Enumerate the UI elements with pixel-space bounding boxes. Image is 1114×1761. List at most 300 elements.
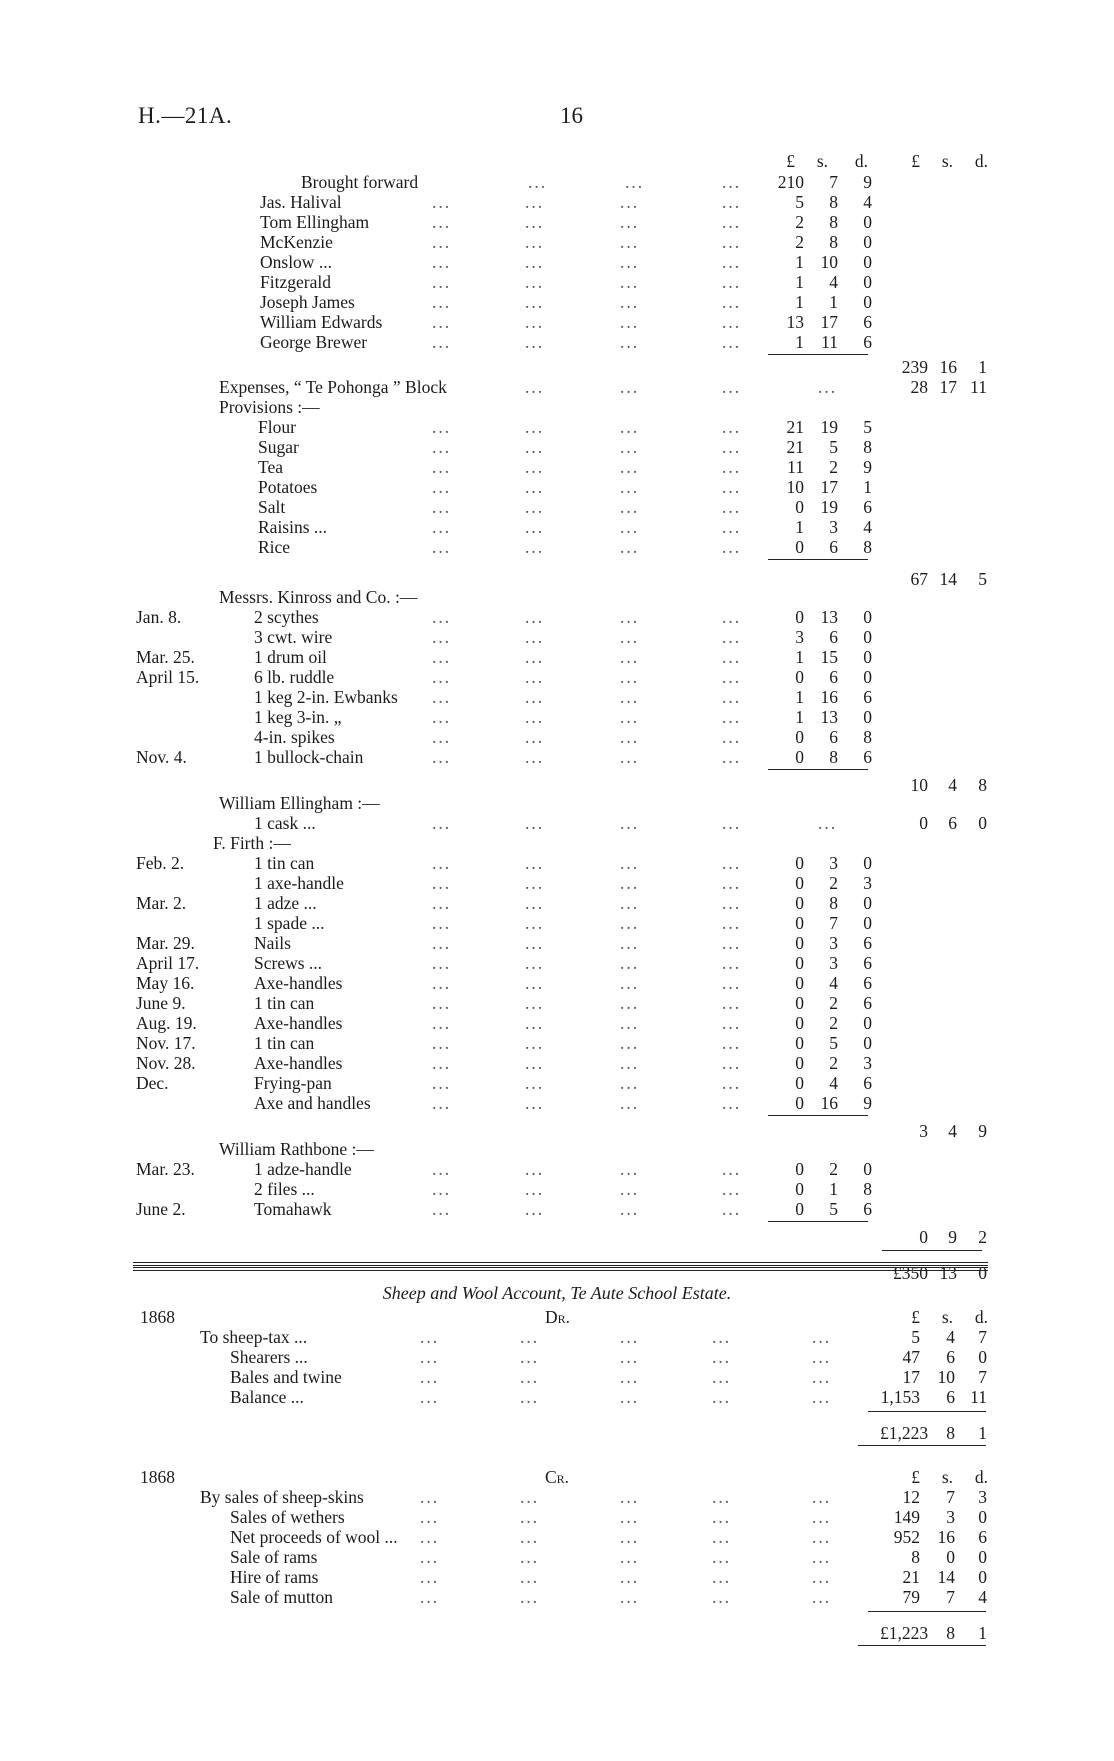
amount-shillings: 6	[829, 667, 838, 687]
section-heading-label: William Ellingham :—	[219, 793, 380, 813]
leader-dots: ...	[620, 647, 640, 667]
section-heading	[0, 587, 1114, 607]
ledger-row	[0, 1013, 1114, 1033]
leader-dots: ...	[528, 172, 548, 192]
ledger-row	[0, 1367, 1114, 1387]
entry-date: Mar. 25.	[136, 647, 195, 667]
leader-dots: ...	[722, 1033, 742, 1053]
amount-pounds: 0	[795, 873, 804, 893]
amount-pounds: 0	[795, 853, 804, 873]
leader-dots: ...	[620, 477, 640, 497]
leader-dots: ...	[432, 873, 452, 893]
ledger-row	[0, 993, 1114, 1013]
leader-dots: ...	[525, 437, 545, 457]
amount-shillings: 16	[939, 357, 957, 377]
amount-pounds: 13	[786, 312, 804, 332]
leader-dots: ...	[722, 232, 742, 252]
entry-date: June 2.	[136, 1199, 186, 1219]
amount-pounds: 0	[919, 813, 928, 833]
amount-pounds: 47	[902, 1347, 920, 1367]
entry-date: June 9.	[136, 993, 186, 1013]
leader-dots: ...	[432, 953, 452, 973]
amount-shillings: 17	[939, 377, 957, 397]
column-headings	[0, 151, 1114, 171]
amount-pounds: 2	[795, 232, 804, 252]
leader-dots: ...	[525, 537, 545, 557]
leader-dots: ...	[722, 192, 742, 212]
amount-pounds: 1	[795, 687, 804, 707]
amount-shillings: 7	[946, 1487, 955, 1507]
amount-shillings: 13	[939, 1263, 957, 1283]
leader-dots: ...	[525, 1013, 545, 1033]
leader-dots: ...	[420, 1567, 440, 1587]
amount-shillings: 3	[829, 517, 838, 537]
entry-date: Mar. 23.	[136, 1159, 195, 1179]
grand-total-row	[0, 1263, 1114, 1283]
leader-dots: ...	[620, 1347, 640, 1367]
leader-dots: ...	[520, 1487, 540, 1507]
entry-date: April 17.	[136, 953, 200, 973]
leader-dots: ...	[620, 377, 640, 397]
account-total-row	[0, 1423, 1114, 1443]
leader-dots: ...	[722, 933, 742, 953]
amount-pounds: 0	[795, 993, 804, 1013]
leader-dots: ...	[620, 727, 640, 747]
ruled-line	[768, 1221, 868, 1222]
leader-dots: ...	[712, 1587, 732, 1607]
leader-dots: ...	[525, 687, 545, 707]
leader-dots: ...	[722, 1093, 742, 1113]
amount-pence: 0	[863, 853, 872, 873]
ledger-row	[0, 517, 1114, 537]
leader-dots: ...	[722, 1199, 742, 1219]
line-label: Sales of wethers	[230, 1507, 345, 1527]
ledger-row	[0, 417, 1114, 437]
line-label: 1 bullock-chain	[254, 747, 364, 767]
leader-dots: ...	[722, 607, 742, 627]
amount-shillings: 4	[946, 1327, 955, 1347]
amount-pounds: 8	[911, 1547, 920, 1567]
line-label: 1 adze-handle	[254, 1159, 352, 1179]
entry-date: Feb. 2.	[136, 853, 185, 873]
subtotal-row	[0, 1227, 1114, 1247]
amount-pence: 6	[863, 312, 872, 332]
ledger-row	[0, 1587, 1114, 1607]
line-label: 1 axe-handle	[254, 873, 344, 893]
section-heading	[0, 1139, 1114, 1159]
leader-dots: ...	[620, 1199, 640, 1219]
leader-dots: ...	[432, 212, 452, 232]
leader-dots: ...	[620, 517, 640, 537]
leader-dots: ...	[620, 192, 640, 212]
leader-dots: ...	[432, 893, 452, 913]
amount-pounds: 210	[777, 172, 804, 192]
leader-dots: ...	[525, 893, 545, 913]
leader-dots: ...	[818, 813, 838, 833]
subtotal-row	[0, 1121, 1114, 1141]
amount-pence: 0	[863, 647, 872, 667]
amount-pence: 3	[978, 1487, 987, 1507]
amount-pounds: 0	[795, 1199, 804, 1219]
leader-dots: ...	[712, 1527, 732, 1547]
line-label: Frying-pan	[254, 1073, 332, 1093]
amount-pounds: 1,153	[880, 1387, 920, 1407]
leader-dots: ...	[525, 1093, 545, 1113]
leader-dots: ...	[432, 517, 452, 537]
amount-shillings: 8	[829, 232, 838, 252]
leader-dots: ...	[722, 667, 742, 687]
leader-dots: ...	[722, 437, 742, 457]
amount-pence: 11	[970, 377, 987, 397]
amount-pence: 4	[863, 517, 872, 537]
amount-pence: 6	[863, 993, 872, 1013]
ledger-row	[0, 853, 1114, 873]
amount-shillings: 11	[821, 332, 838, 352]
section-heading	[0, 793, 1114, 813]
leader-dots: ...	[722, 457, 742, 477]
leader-dots: ...	[525, 913, 545, 933]
amount-shillings: 14	[937, 1567, 955, 1587]
leader-dots: ...	[525, 1179, 545, 1199]
amount-pounds: £1,223	[880, 1623, 929, 1643]
line-label: 1 cask ...	[254, 813, 316, 833]
leader-dots: ...	[812, 1387, 832, 1407]
leader-dots: ...	[525, 212, 545, 232]
leader-dots: ...	[722, 1179, 742, 1199]
amount-pounds: 0	[795, 893, 804, 913]
leader-dots: ...	[432, 272, 452, 292]
pounds-heading: £	[911, 1307, 920, 1327]
leader-dots: ...	[525, 993, 545, 1013]
leader-dots: ...	[525, 192, 545, 212]
leader-dots: ...	[525, 1073, 545, 1093]
amount-shillings: 19	[820, 417, 838, 437]
leader-dots: ...	[525, 272, 545, 292]
shillings-heading: s.	[816, 151, 828, 171]
amount-pounds: 11	[787, 457, 804, 477]
amount-shillings: 9	[948, 1227, 957, 1247]
amount-shillings: 7	[946, 1587, 955, 1607]
leader-dots: ...	[432, 667, 452, 687]
line-label: 1 adze ...	[254, 893, 317, 913]
amount-shillings: 4	[829, 973, 838, 993]
ledger-row	[0, 707, 1114, 727]
entry-date: Nov. 4.	[136, 747, 187, 767]
ledger-row	[0, 667, 1114, 687]
amount-pounds: 0	[795, 727, 804, 747]
leader-dots: ...	[620, 707, 640, 727]
line-label: 1 spade ...	[254, 913, 325, 933]
amount-pence: 0	[978, 1507, 987, 1527]
line-label: Nails	[254, 933, 291, 953]
amount-pence: 0	[978, 813, 987, 833]
ruled-line	[768, 354, 868, 355]
amount-pounds: 0	[795, 497, 804, 517]
leader-dots: ...	[520, 1587, 540, 1607]
leader-dots: ...	[712, 1387, 732, 1407]
line-label: Axe-handles	[254, 1053, 343, 1073]
ledger-row	[0, 1507, 1114, 1527]
ledger-row	[0, 332, 1114, 352]
leader-dots: ...	[525, 377, 545, 397]
leader-dots: ...	[722, 272, 742, 292]
amount-pence: 0	[863, 252, 872, 272]
amount-pounds: £350	[893, 1263, 928, 1283]
leader-dots: ...	[620, 993, 640, 1013]
leader-dots: ...	[525, 667, 545, 687]
document-reference: H.—21A.	[138, 103, 233, 128]
amount-pounds: 1	[795, 517, 804, 537]
line-label: Tom Ellingham	[260, 212, 370, 232]
leader-dots: ...	[525, 517, 545, 537]
leader-dots: ...	[722, 1159, 742, 1179]
leader-dots: ...	[722, 292, 742, 312]
shillings-heading: s.	[941, 1467, 953, 1487]
leader-dots: ...	[620, 813, 640, 833]
leader-dots: ...	[525, 477, 545, 497]
amount-pounds: 0	[795, 1093, 804, 1113]
amount-pence: 3	[863, 873, 872, 893]
line-label: Brought forward	[301, 172, 419, 192]
amount-pence: 2	[978, 1227, 987, 1247]
shillings-heading: s.	[941, 151, 953, 171]
amount-pounds: 21	[786, 417, 804, 437]
leader-dots: ...	[420, 1387, 440, 1407]
line-label: Sale of mutton	[230, 1587, 334, 1607]
leader-dots: ...	[420, 1527, 440, 1547]
pence-heading: d.	[974, 151, 988, 171]
leader-dots: ...	[420, 1487, 440, 1507]
entry-date: Aug. 19.	[136, 1013, 197, 1033]
leader-dots: ...	[525, 873, 545, 893]
leader-dots: ...	[620, 1053, 640, 1073]
leader-dots: ...	[722, 727, 742, 747]
leader-dots: ...	[432, 457, 452, 477]
ledger-row	[0, 1347, 1114, 1367]
amount-pounds: 0	[795, 607, 804, 627]
amount-pence: 0	[863, 627, 872, 647]
amount-shillings: 8	[946, 1623, 955, 1643]
leader-dots: ...	[620, 437, 640, 457]
amount-pounds: 952	[893, 1527, 920, 1547]
ledger-row	[0, 272, 1114, 292]
entry-date: April 15.	[136, 667, 200, 687]
amount-pence: 1	[863, 477, 872, 497]
amount-pounds: 1	[795, 332, 804, 352]
leader-dots: ...	[525, 497, 545, 517]
line-label: Axe-handles	[254, 973, 343, 993]
amount-pence: 6	[863, 953, 872, 973]
ledger-row	[0, 1527, 1114, 1547]
line-label: Sale of rams	[230, 1547, 318, 1567]
amount-pence: 9	[863, 172, 872, 192]
amount-pence: 4	[863, 192, 872, 212]
leader-dots: ...	[420, 1367, 440, 1387]
leader-dots: ...	[722, 747, 742, 767]
leader-dots: ...	[722, 687, 742, 707]
amount-pence: 0	[978, 1263, 987, 1283]
leader-dots: ...	[525, 292, 545, 312]
leader-dots: ...	[712, 1327, 732, 1347]
leader-dots: ...	[432, 913, 452, 933]
amount-pence: 9	[863, 1093, 872, 1113]
amount-pence: 8	[863, 537, 872, 557]
leader-dots: ...	[525, 747, 545, 767]
leader-dots: ...	[520, 1567, 540, 1587]
leader-dots: ...	[620, 272, 640, 292]
subtotal-row	[0, 775, 1114, 795]
amount-pounds: 2	[795, 212, 804, 232]
ledger-row	[0, 913, 1114, 933]
amount-pounds: 1	[795, 647, 804, 667]
amount-pence: 11	[970, 1387, 987, 1407]
leader-dots: ...	[712, 1367, 732, 1387]
amount-pounds: 0	[795, 1073, 804, 1093]
amount-pence: 6	[863, 1199, 872, 1219]
amount-pounds: 0	[795, 537, 804, 557]
leader-dots: ...	[722, 537, 742, 557]
leader-dots: ...	[432, 232, 452, 252]
brought-forward-row	[0, 172, 1114, 192]
leader-dots: ...	[812, 1527, 832, 1547]
leader-dots: ...	[525, 1033, 545, 1053]
amount-shillings: 17	[820, 477, 838, 497]
leader-dots: ...	[432, 292, 452, 312]
leader-dots: ...	[712, 1507, 732, 1527]
line-label: 1 tin can	[254, 1033, 315, 1053]
leader-dots: ...	[620, 913, 640, 933]
leader-dots: ...	[432, 1093, 452, 1113]
leader-dots: ...	[620, 667, 640, 687]
leader-dots: ...	[525, 647, 545, 667]
leader-dots: ...	[722, 212, 742, 232]
section-divider	[133, 1262, 988, 1266]
leader-dots: ...	[722, 853, 742, 873]
amount-pounds: 21	[902, 1567, 920, 1587]
amount-pence: 0	[863, 292, 872, 312]
amount-pence: 0	[863, 212, 872, 232]
amount-pence: 0	[863, 1013, 872, 1033]
entry-date: Mar. 2.	[136, 893, 187, 913]
amount-pence: 0	[863, 1033, 872, 1053]
leader-dots: ...	[722, 973, 742, 993]
line-label: 1 drum oil	[254, 647, 327, 667]
leader-dots: ...	[620, 973, 640, 993]
line-label: Expenses, “ Te Pohonga ” Block	[219, 377, 447, 397]
leader-dots: ...	[520, 1327, 540, 1347]
amount-pounds: 3	[919, 1121, 928, 1141]
ledger-row	[0, 1093, 1114, 1113]
leader-dots: ...	[812, 1487, 832, 1507]
amount-pence: 0	[863, 667, 872, 687]
amount-shillings: 8	[829, 212, 838, 232]
amount-pence: 0	[863, 1159, 872, 1179]
ledger-row	[0, 212, 1114, 232]
leader-dots: ...	[620, 1013, 640, 1033]
account-side: Dr.	[545, 1307, 571, 1327]
line-label: Onslow ...	[260, 252, 332, 272]
pence-heading: d.	[974, 1307, 988, 1327]
amount-pence: 6	[863, 1073, 872, 1093]
leader-dots: ...	[432, 1033, 452, 1053]
amount-shillings: 2	[829, 873, 838, 893]
amount-shillings: 14	[939, 569, 957, 589]
amount-shillings: 6	[946, 1387, 955, 1407]
leader-dots: ...	[620, 873, 640, 893]
pounds-heading: £	[786, 151, 795, 171]
leader-dots: ...	[722, 417, 742, 437]
amount-pounds: 67	[910, 569, 928, 589]
ruled-line	[858, 1445, 986, 1446]
amount-pence: 7	[978, 1367, 987, 1387]
amount-shillings: 8	[829, 192, 838, 212]
amount-pounds: 0	[795, 1159, 804, 1179]
leader-dots: ...	[432, 1159, 452, 1179]
line-label: George Brewer	[260, 332, 368, 352]
ruled-line	[768, 559, 868, 560]
amount-shillings: 6	[946, 1347, 955, 1367]
amount-pence: 6	[978, 1527, 987, 1547]
entry-date: Mar. 29.	[136, 933, 195, 953]
ledger-row	[0, 1073, 1114, 1093]
amount-pounds: 0	[795, 667, 804, 687]
line-label: McKenzie	[260, 232, 333, 252]
leader-dots: ...	[722, 312, 742, 332]
amount-pounds: 0	[795, 1053, 804, 1073]
amount-shillings: 2	[829, 993, 838, 1013]
amount-pounds: 12	[902, 1487, 920, 1507]
line-label: Sugar	[258, 437, 299, 457]
amount-pence: 1	[978, 357, 987, 377]
ledger-row	[0, 477, 1114, 497]
line-label: Flour	[258, 417, 296, 437]
leader-dots: ...	[432, 192, 452, 212]
leader-dots: ...	[432, 332, 452, 352]
ruled-line	[858, 1645, 986, 1646]
leader-dots: ...	[812, 1587, 832, 1607]
ledger-row	[0, 437, 1114, 457]
ledger-row	[0, 457, 1114, 477]
leader-dots: ...	[432, 437, 452, 457]
leader-dots: ...	[722, 252, 742, 272]
leader-dots: ...	[620, 332, 640, 352]
leader-dots: ...	[620, 953, 640, 973]
amount-shillings: 3	[829, 853, 838, 873]
line-label: Screws ...	[254, 953, 323, 973]
leader-dots: ...	[525, 973, 545, 993]
leader-dots: ...	[432, 607, 452, 627]
amount-pence: 0	[863, 607, 872, 627]
amount-shillings: 4	[829, 1073, 838, 1093]
leader-dots: ...	[620, 687, 640, 707]
leader-dots: ...	[620, 1507, 640, 1527]
amount-pounds: 0	[795, 1179, 804, 1199]
leader-dots: ...	[620, 1159, 640, 1179]
leader-dots: ...	[525, 953, 545, 973]
ledger-row	[0, 627, 1114, 647]
amount-pounds: 239	[901, 357, 928, 377]
leader-dots: ...	[722, 477, 742, 497]
amount-shillings: 3	[946, 1507, 955, 1527]
leader-dots: ...	[620, 417, 640, 437]
leader-dots: ...	[620, 853, 640, 873]
line-label: Tea	[258, 457, 284, 477]
ruled-line	[868, 1611, 986, 1612]
line-label: By sales of sheep-skins	[200, 1487, 364, 1507]
amount-pence: 6	[863, 687, 872, 707]
amount-shillings: 4	[948, 1121, 957, 1141]
amount-pence: 0	[863, 707, 872, 727]
